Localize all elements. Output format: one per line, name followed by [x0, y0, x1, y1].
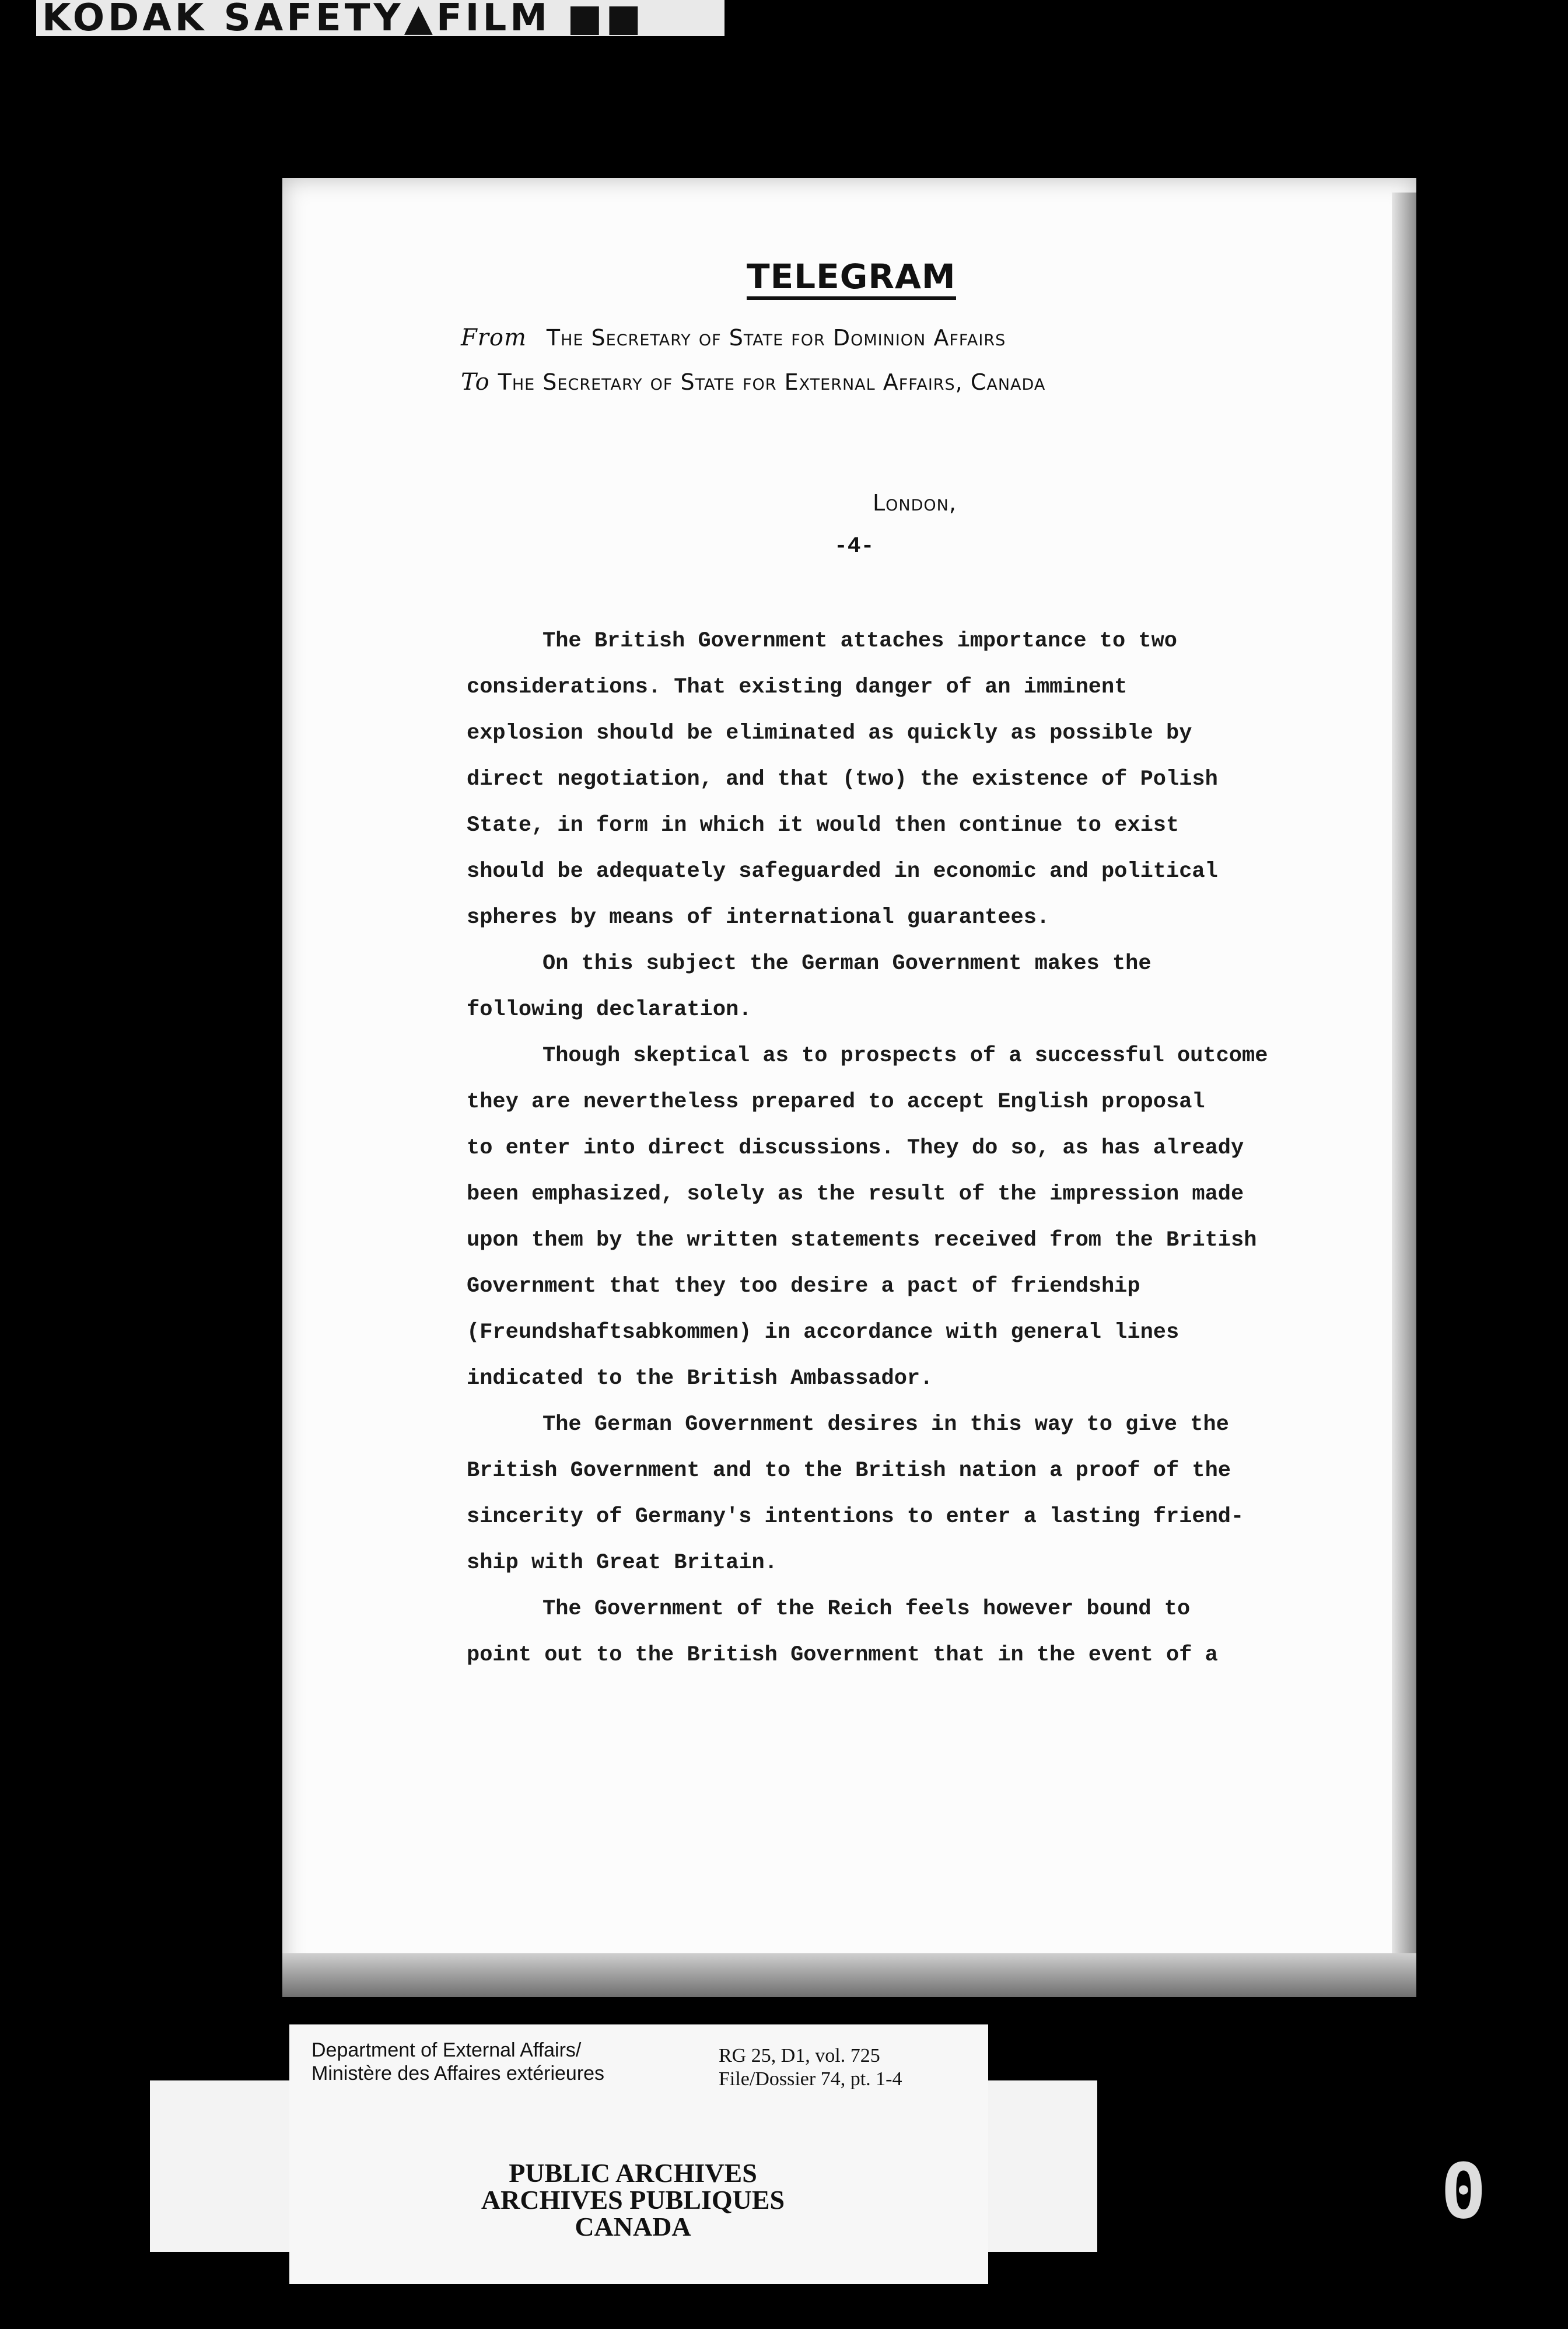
body-line: British Government and to the British nation a proof of the	[467, 1459, 1231, 1483]
body-paragraph	[467, 618, 1336, 941]
body-line: indicated to the British Ambassador.	[467, 1366, 933, 1391]
page-number: -4-	[834, 534, 874, 559]
page-edge-shadow-bottom	[282, 1953, 1416, 1997]
body-line: upon them by the written statements received from the British	[467, 1228, 1257, 1253]
body-paragraph	[467, 1402, 1336, 1586]
body-line: The German Government desires in this way to give the	[542, 1412, 1229, 1437]
department-text	[312, 2038, 604, 2085]
body-line: On this subject the German Government makes the	[542, 952, 1152, 976]
body-line: Though skeptical as to prospects of a successful outcome	[542, 1044, 1268, 1068]
body-line: sincerity of Germany's intentions to enter a lasting friend-	[467, 1505, 1244, 1529]
from-label: From	[461, 324, 527, 351]
to-value: The Secretary of State for External Affairs, Canada	[498, 369, 1046, 395]
archives-line: PUBLIC ARCHIVES	[509, 2158, 757, 2188]
body-line: Government that they too desire a pact of friendship	[467, 1274, 1140, 1299]
department-line: Department of External Affairs/	[312, 2039, 582, 2061]
film-edge-banner: KODAK SAFETY▲FILM ■■	[36, 0, 724, 36]
reference-line: File/Dossier 74, pt. 1-4	[719, 2068, 902, 2090]
body-line: ship with Great Britain.	[467, 1551, 778, 1575]
body-line: point out to the British Government that in the event of a	[467, 1643, 1218, 1667]
telegram-title: TELEGRAM	[747, 257, 956, 300]
to-line	[461, 369, 1045, 396]
body-line: explosion should be eliminated as quickly as possible by	[467, 721, 1192, 746]
body-line: The British Government attaches importance to two	[542, 629, 1177, 653]
body-line: to enter into direct discussions. They do so, as has already	[467, 1136, 1244, 1160]
archives-line: ARCHIVES PUBLIQUES	[481, 2185, 785, 2215]
body-line: should be adequately safeguarded in economic and political	[467, 859, 1218, 884]
archives-line: CANADA	[575, 2212, 691, 2241]
reference-text	[719, 2044, 902, 2091]
page-edge-shadow-right	[1392, 193, 1416, 1995]
body-paragraph	[467, 1033, 1336, 1402]
body-paragraph	[467, 941, 1336, 1033]
telegram-body	[467, 618, 1336, 1678]
body-line: The Government of the Reich feels however bound to	[542, 1597, 1191, 1621]
body-line: been emphasized, solely as the result of the impression made	[467, 1182, 1244, 1207]
body-line: spheres by means of international guarantees.	[467, 905, 1050, 930]
film-frame-mark: 0	[1440, 2147, 1486, 2236]
place-line: London,	[873, 490, 957, 516]
archives-stamp	[449, 2160, 817, 2240]
body-line: direct negotiation, and that (two) the existence of Polish	[467, 767, 1218, 792]
body-line: following declaration.	[467, 998, 752, 1022]
reference-line: RG 25, D1, vol. 725	[719, 2045, 880, 2066]
body-line: they are nevertheless prepared to accept English proposal	[467, 1090, 1205, 1114]
body-line: considerations. That existing danger of an imminent	[467, 675, 1128, 700]
to-label: To	[461, 369, 490, 396]
body-line: (Freundshaftsabkommen) in accordance with general lines	[467, 1320, 1180, 1345]
from-value: The Secretary of State for Dominion Affairs	[546, 325, 1006, 351]
body-paragraph	[467, 1586, 1336, 1678]
body-line: State, in form in which it would then continue to exist	[467, 813, 1180, 838]
department-line: Ministère des Affaires extérieures	[312, 2062, 605, 2085]
from-line	[461, 324, 1006, 351]
